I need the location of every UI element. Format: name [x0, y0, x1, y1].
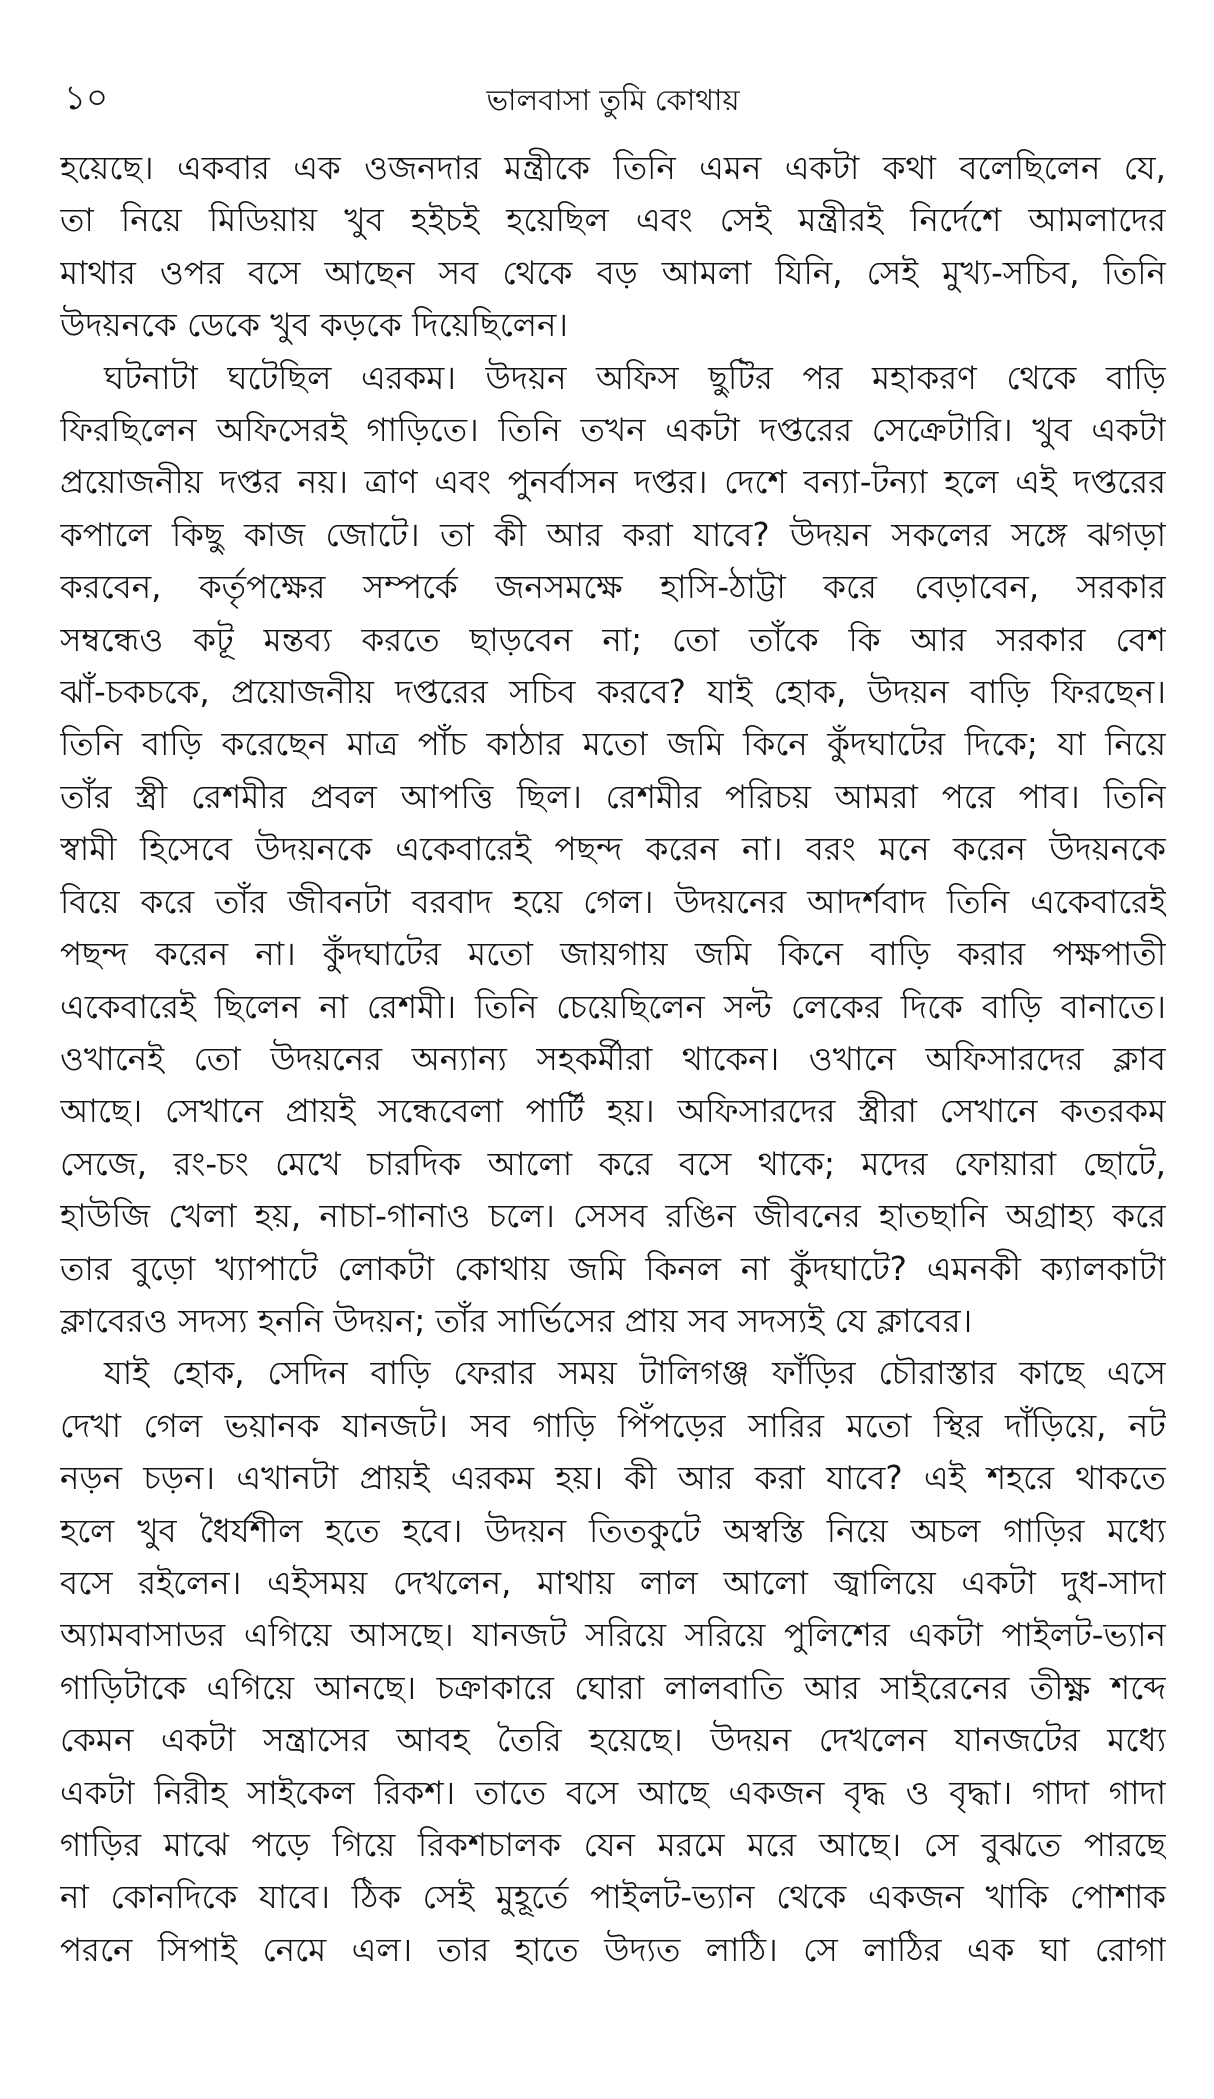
text-line: গাড়ির মাঝে পড়ে গিয়ে রিকশচালক যেন মরমে মরে আছে। সে বুঝতে পারছে — [60, 1826, 1166, 1864]
text-line: সম্বন্ধেও কটূ মন্তব্য করতে ছাড়বেন না; তো তাঁকে কি আর সরকার বেশ — [60, 620, 1166, 659]
text-line: কেমন একটা সন্ত্রাসের আবহ তৈরি হয়েছে। উদয়ন দেখলেন যানজটের মধ্যে — [60, 1721, 1166, 1760]
text-line: নড়ন চড়ন। এখানটা প্রায়ই এরকম হয়। কী আর করা যাবে? এই শহরে থাকতে — [60, 1459, 1166, 1498]
text-line: গাড়িটাকে এগিয়ে আনছে। চক্রাকারে ঘোরা লালবাতি আর সাইরেনের তীক্ষ্ণ শব্দে — [60, 1668, 1166, 1707]
text-line: ঘটনাটা ঘটেছিল এরকম। উদয়ন অফিস ছুটির পর মহাকরণ থেকে বাড়ি — [104, 358, 1166, 397]
text-line: যাই হোক, সেদিন বাড়ি ফেরার সময় টালিগঞ্জ ফাঁড়ির চৌরাস্তার কাছে এসে — [104, 1354, 1166, 1393]
text-line: ওখানেই তো উদয়নের অন্যান্য সহকর্মীরা থাকেন। ওখানে অফিসারদের ক্লাব — [60, 1039, 1166, 1078]
text-line: অ্যামবাসাডর এগিয়ে আসছে। যানজট সরিয়ে সরিয়ে পুলিশের একটা পাইলট-ভ্যান — [60, 1616, 1166, 1655]
text-line: একটা নিরীহ সাইকেল রিকশ। তাতে বসে আছে একজন বৃদ্ধ ও বৃদ্ধা। গাদা গাদা — [60, 1773, 1166, 1812]
text-line: তাঁর স্ত্রী রেশমীর প্রবল আপত্তি ছিল। রেশমীর পরিচয় আমরা পরে পাব। তিনি — [60, 777, 1166, 816]
text-line: প্রয়োজনীয় দপ্তর নয়। ত্রাণ এবং পুনর্বাসন দপ্তর। দেশে বন্যা-টন্যা হলে এই দপ্তরের — [60, 463, 1166, 502]
text-line: তার বুড়ো খ্যাপাটে লোকটা কোথায় জমি কিনল না কুঁদঘাটে? এমনকী ক্যালকাটা — [60, 1249, 1166, 1288]
text-line: তা নিয়ে মিডিয়ায় খুব হইচই হয়েছিল এবং সেই মন্ত্রীরই নির্দেশে আমলাদের — [60, 201, 1166, 240]
text-line: ঝাঁ-চকচকে, প্রয়োজনীয় দপ্তরের সচিব করবে? যাই হোক, উদয়ন বাড়ি ফিরছেন। — [60, 673, 1166, 712]
text-line: বিয়ে করে তাঁর জীবনটা বরবাদ হয়ে গেল। উদয়নের আদর্শবাদ তিনি একেবারেই — [60, 882, 1166, 921]
text-line: পছন্দ করেন না। কুঁদঘাটের মতো জায়গায় জমি কিনে বাড়ি করার পক্ষপাতী — [60, 935, 1166, 974]
text-line: ক্লাবেরও সদস্য হননি উদয়ন; তাঁর সার্ভিসের প্রায় সব সদস্যই যে ক্লাবের। — [60, 1301, 973, 1340]
text-line: দেখা গেল ভয়ানক যানজট। সব গাড়ি পিঁপড়ের সারির মতো স্থির দাঁড়িয়ে, নট — [60, 1406, 1166, 1445]
paragraph — [60, 1347, 1166, 1976]
text-line: কপালে কিছু কাজ জোটে। তা কী আর করা যাবে? উদয়ন সকলের সঙ্গে ঝগড়া — [60, 515, 1166, 554]
paragraph — [60, 352, 1166, 1348]
text-line: হাউজি খেলা হয়, নাচা-গানাও চলে। সেসব রঙিন জীবনের হাতছানি অগ্রাহ্য করে — [60, 1197, 1166, 1236]
text-line: বসে রইলেন। এইসময় দেখলেন, মাথায় লাল আলো জ্বালিয়ে একটা দুধ-সাদা — [60, 1563, 1166, 1602]
text-line: হলে খুব ধৈর্যশীল হতে হবে। উদয়ন তিতকুটে অস্বস্তি নিয়ে অচল গাড়ির মধ্যে — [60, 1511, 1166, 1550]
text-line: সেজে, রং-চং মেখে চারদিক আলো করে বসে থাকে; মদের ফোয়ারা ছোটে, — [60, 1144, 1166, 1183]
text-line: হয়েছে। একবার এক ওজনদার মন্ত্রীকে তিনি এমন একটা কথা বলেছিলেন যে, — [60, 149, 1166, 187]
text-line: আছে। সেখানে প্রায়ই সন্ধেবেলা পার্টি হয়। অফিসারদের স্ত্রীরা সেখানে কতরকম — [60, 1092, 1166, 1131]
text-line: তিনি বাড়ি করেছেন মাত্র পাঁচ কাঠার মতো জমি কিনে কুঁদঘাটের দিকে; যা নিয়ে — [60, 725, 1166, 764]
paragraph — [60, 142, 1166, 352]
text-line: স্বামী হিসেবে উদয়নকে একেবারেই পছন্দ করেন না। বরং মনে করেন উদয়নকে — [60, 830, 1166, 869]
text-line: করবেন, কর্তৃপক্ষের সম্পর্কে জনসমক্ষে হাসি-ঠাট্টা করে বেড়াবেন, সরকার — [60, 568, 1166, 607]
body-text — [60, 142, 1166, 1976]
text-line: মাথার ওপর বসে আছেন সব থেকে বড় আমলা যিনি, সেই মুখ্য-সচিব, তিনি — [60, 253, 1166, 292]
text-line: ফিরছিলেন অফিসেরই গাড়িতে। তিনি তখন একটা দপ্তরের সেক্রেটারি। খুব একটা — [60, 411, 1166, 450]
text-line: পরনে সিপাই নেমে এল। তার হাতে উদ্যত লাঠি। সে লাঠির এক ঘা রোগা — [60, 1930, 1166, 1969]
text-line: উদয়নকে ডেকে খুব কড়কে দিয়েছিলেন। — [60, 306, 568, 345]
text-line: না কোনদিকে যাবে। ঠিক সেই মুহূর্তে পাইলট-ভ্যান থেকে একজন খাকি পোশাক — [60, 1878, 1166, 1917]
text-line: একেবারেই ছিলেন না রেশমী। তিনি চেয়েছিলেন সল্ট লেকের দিকে বাড়ি বানাতে। — [60, 987, 1166, 1026]
page-number: ১০ — [64, 78, 109, 118]
page-header — [60, 72, 1166, 142]
running-title: ভালবাসা তুমি কোথায় — [486, 83, 740, 117]
